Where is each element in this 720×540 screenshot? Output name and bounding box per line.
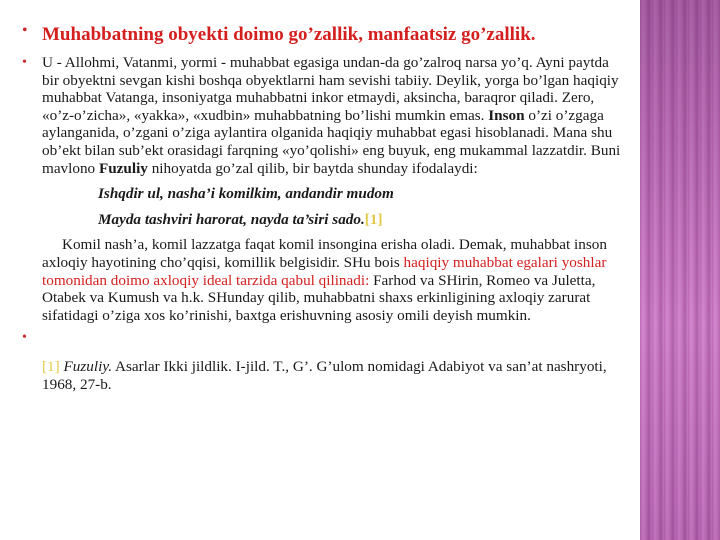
paragraph-text: Farhod va SHirin, Romeo va Juletta, Otabek va Kumush va h.k. SHunday qilib, muhabbatni shaxs erkinligining axloqiy zarurat sifatidagi o’ziga xos ko’rinishi, baxtga erishuvning asosiy omili deyish mumkin. [42,271,596,324]
slide-heading: Muhabbatning obyekti doimo go’zallik, manfaatsiz go’zallik. [42,24,536,45]
main-paragraph [18,54,623,324]
bullet-icon: • [22,330,27,346]
footnote-reference-link[interactable]: [1] [364,210,383,228]
bold-term-fuzuliy: Fuzuliy [98,159,148,177]
verse-text: Mayda tashviri harorat, nayda ta’siri sado. [98,210,365,228]
verse-line-2 [42,211,623,229]
footnote-text: Asarlar Ikki jildlik. I-jild. T., G’. G’ulom nomidagi Adabiyot va san’at nashryoti, 1968, 27-b. [42,358,607,393]
footnote-author: Fuzuliy. [63,358,113,376]
bullet-icon: • [22,55,27,70]
second-paragraph [42,236,623,324]
paragraph-text: o’zi o’zgaga aylanganida, o’zgani o’ziga aylantira olganida haqiqiy muhabbat egasi hisoblanadi. Mana shu ob’ekt bilan sub’ekt orasidagi farqning «yo’qolishi» eng buyuk, eng mukammal lazzatdir. Buni mavlono [42,106,621,177]
empty-list-item [18,330,623,352]
footnote [18,358,623,393]
paragraph-text: U - Allohmi, Vatanmi, yormi - muhabbat egasiga undan-da go’zalroq narsa yo’q. Ayni paytda bir obyektni sevgan kishi boshqa obyektlarni ham sevishi tabiiy. Deylik, yorga bo’lgan haqiqiy muhabbat Vatanga, insoniyatga muhabbatni inkor etmaydi, aksincha, baraqror qiladi. Zero, «o’z-o’zicha», «yakka», «xudbin» muhabbatning bo’lishi mumkin emas. [42,54,619,124]
highlighted-text: haqiqiy muhabbat egalari yoshlar tomonidan doimo axloqiy ideal tarzida qabul qilinadi: [42,253,607,289]
decorative-side-stripe [640,0,720,540]
footnote-back-link[interactable]: [1] [42,358,60,376]
bold-term-inson: Inson [488,106,525,124]
bullet-icon: • [22,22,28,39]
slide-content [18,22,623,394]
heading-item [18,22,623,48]
paragraph-text: nihoyatda go’zal qilib, bir baytda shunday ifodalaydi: [147,159,478,177]
paragraph-text: Komil nash’a, komil lazzatga faqat komil insongina erisha oladi. Demak, muhabbat inson axloqiy hayotining cho’qqisi, komillik belgisidir. SHu bois [42,236,607,271]
verse-line-1: Ishqdir ul, nasha’i komilkim, andandir mudom [98,185,394,203]
